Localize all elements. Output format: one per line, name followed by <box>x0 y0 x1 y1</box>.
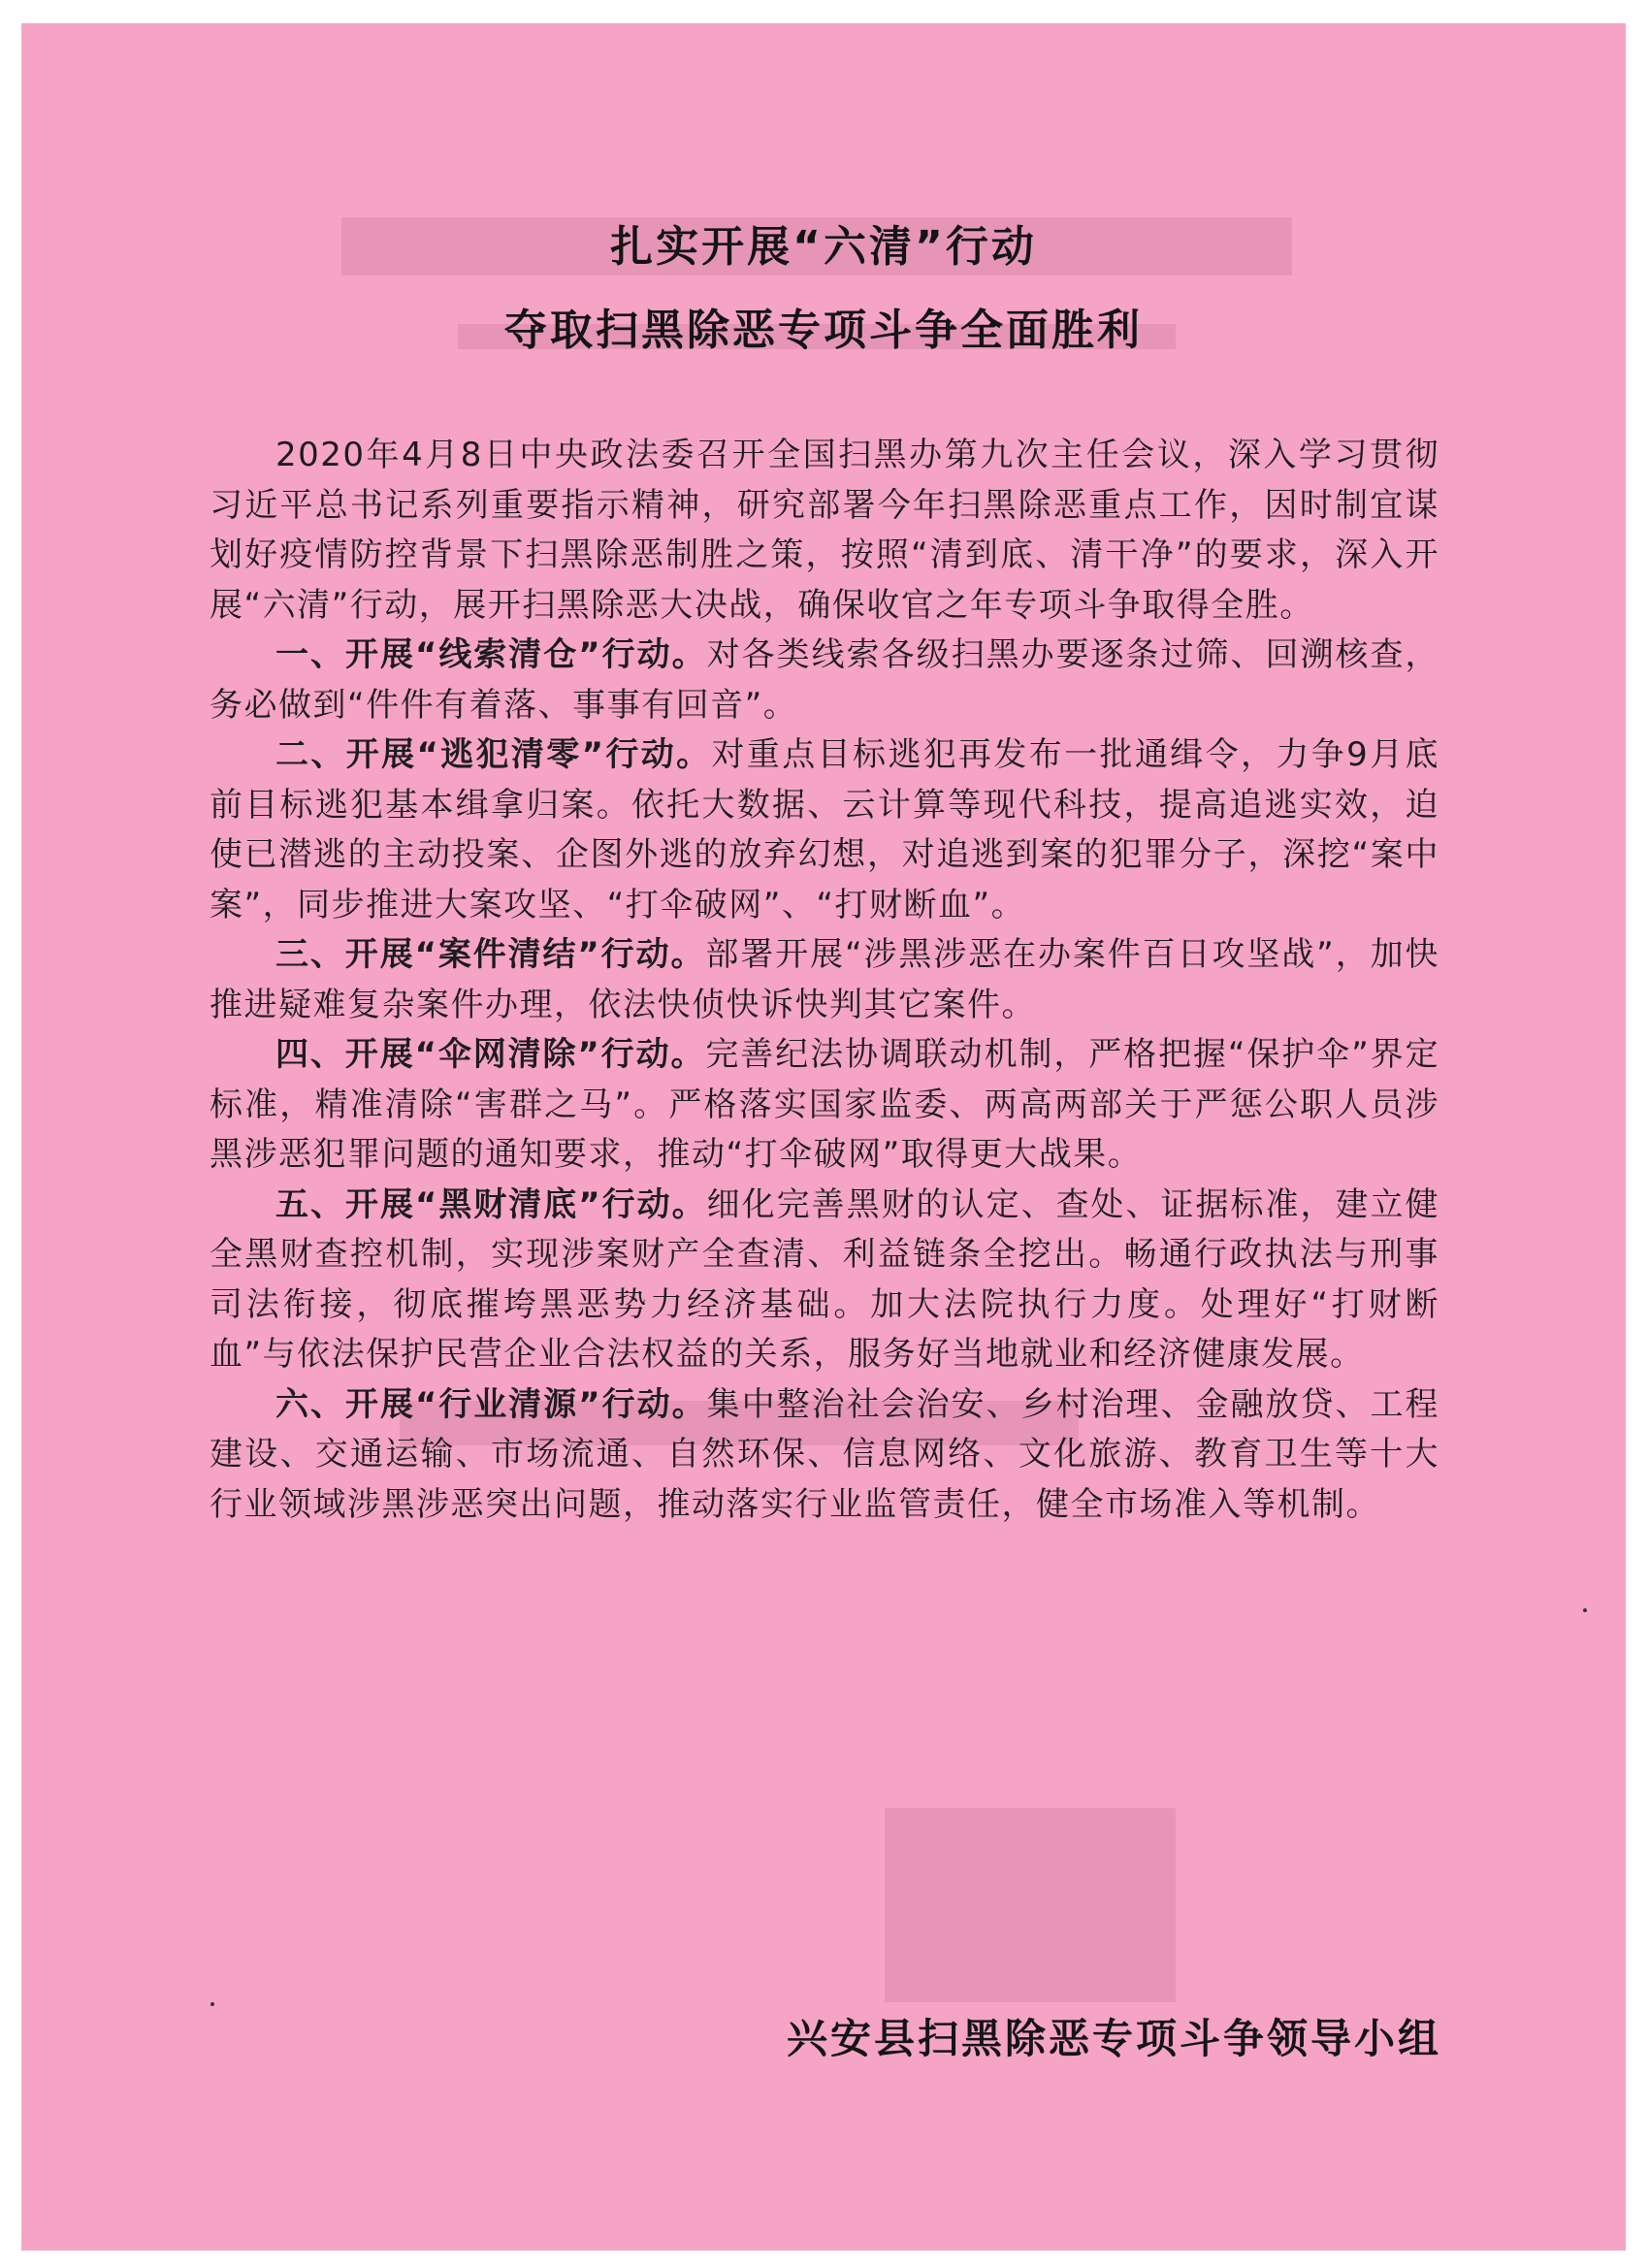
section-paragraph <box>210 1181 1439 1380</box>
title-line-2: 夺取扫黑除恶专项斗争全面胜利 <box>504 306 1143 355</box>
section-paragraph <box>210 730 1439 930</box>
ink-speck <box>210 2002 214 2006</box>
section-paragraph <box>210 930 1439 1030</box>
title-line-1: 扎实开展“六清”行动 <box>610 222 1037 272</box>
signature: 兴安县扫黑除恶专项斗争领导小组 <box>786 2015 1441 2062</box>
section-text: 集中整治社会治安、乡村治理、金融放贷、工程建设、交通运输、市场流通、自然环保、信息网络、文化旅游、教育卫生等十大行业领域涉黑涉恶突出问题，推动落实行业监管责任，健全市场准入等机制。 <box>210 1384 1440 1524</box>
section-text: 细化完善黑财的认定、查处、证据标准，建立健全黑财查控机制，实现涉案财产全查清、利益链条全挖出。畅通行政执法与刑事司法衔接，彻底摧垮黑恶势力经济基础。加大法院执行力度。处理好“打财断血”与依法保护民营企业合法权益的关系，服务好当地就业和经济健康发展。 <box>210 1184 1440 1374</box>
section-text: 部署开展“涉黑涉恶在办案件百日攻坚战”，加快推进疑难复杂案件办理，依法快侦快诉快判其它案件。 <box>210 935 1439 1024</box>
section-heading: 三、开展“案件清结”行动。 <box>275 935 706 974</box>
ink-speck <box>1583 1608 1587 1612</box>
section-heading: 四、开展“伞网清除”行动。 <box>275 1035 706 1074</box>
section-heading: 二、开展“逃犯清零”行动。 <box>275 735 712 774</box>
pink-paper-sheet <box>21 23 1626 2251</box>
document-body <box>210 431 1439 1530</box>
section-heading: 五、开展“黑财清底”行动。 <box>275 1184 707 1224</box>
section-heading: 六、开展“行业清源”行动。 <box>275 1384 707 1424</box>
section-paragraph <box>210 631 1439 730</box>
section-text: 对重点目标逃犯再发布一批通缉令，力争9月底前目标逃犯基本缉拿归案。依托大数据、云计算等现代科技，提高追逃实效，迫使已潜逃的主动投案、企图外逃的放弃幻想，对追逃到案的犯罪分子，深挖“案中案”，同步推进大案攻坚、“打伞破网”、“打财断血”。 <box>210 735 1439 924</box>
section-paragraph <box>210 1380 1439 1531</box>
section-text: 对各类线索各级扫黑办要逐条过筛、回溯核查，务必做到“件件有着落、事事有回音”。 <box>210 635 1440 725</box>
section-text: 完善纪法协调联动机制，严格把握“保护伞”界定标准，精准清除“害群之马”。严格落实国家监委、两高两部关于严惩公职人员涉黑涉恶犯罪问题的通知要求，推动“打伞破网”取得更大战果。 <box>210 1035 1439 1174</box>
intro-paragraph: 2020年4月8日中央政法委召开全国扫黑办第九次主任会议，深入学习贯彻习近平总书记系列重要指示精神，研究部署今年扫黑除恶重点工作，因时制宜谋划好疫情防控背景下扫黑除恶制胜之策，按照“清到底、清干净”的要求，深入开展“六清”行动，展开扫黑除恶大决战，确保收官之年专项斗争取得全胜。 <box>210 436 1439 625</box>
section-heading: 一、开展“线索清仓”行动。 <box>275 635 707 674</box>
section-paragraph <box>210 1030 1439 1181</box>
